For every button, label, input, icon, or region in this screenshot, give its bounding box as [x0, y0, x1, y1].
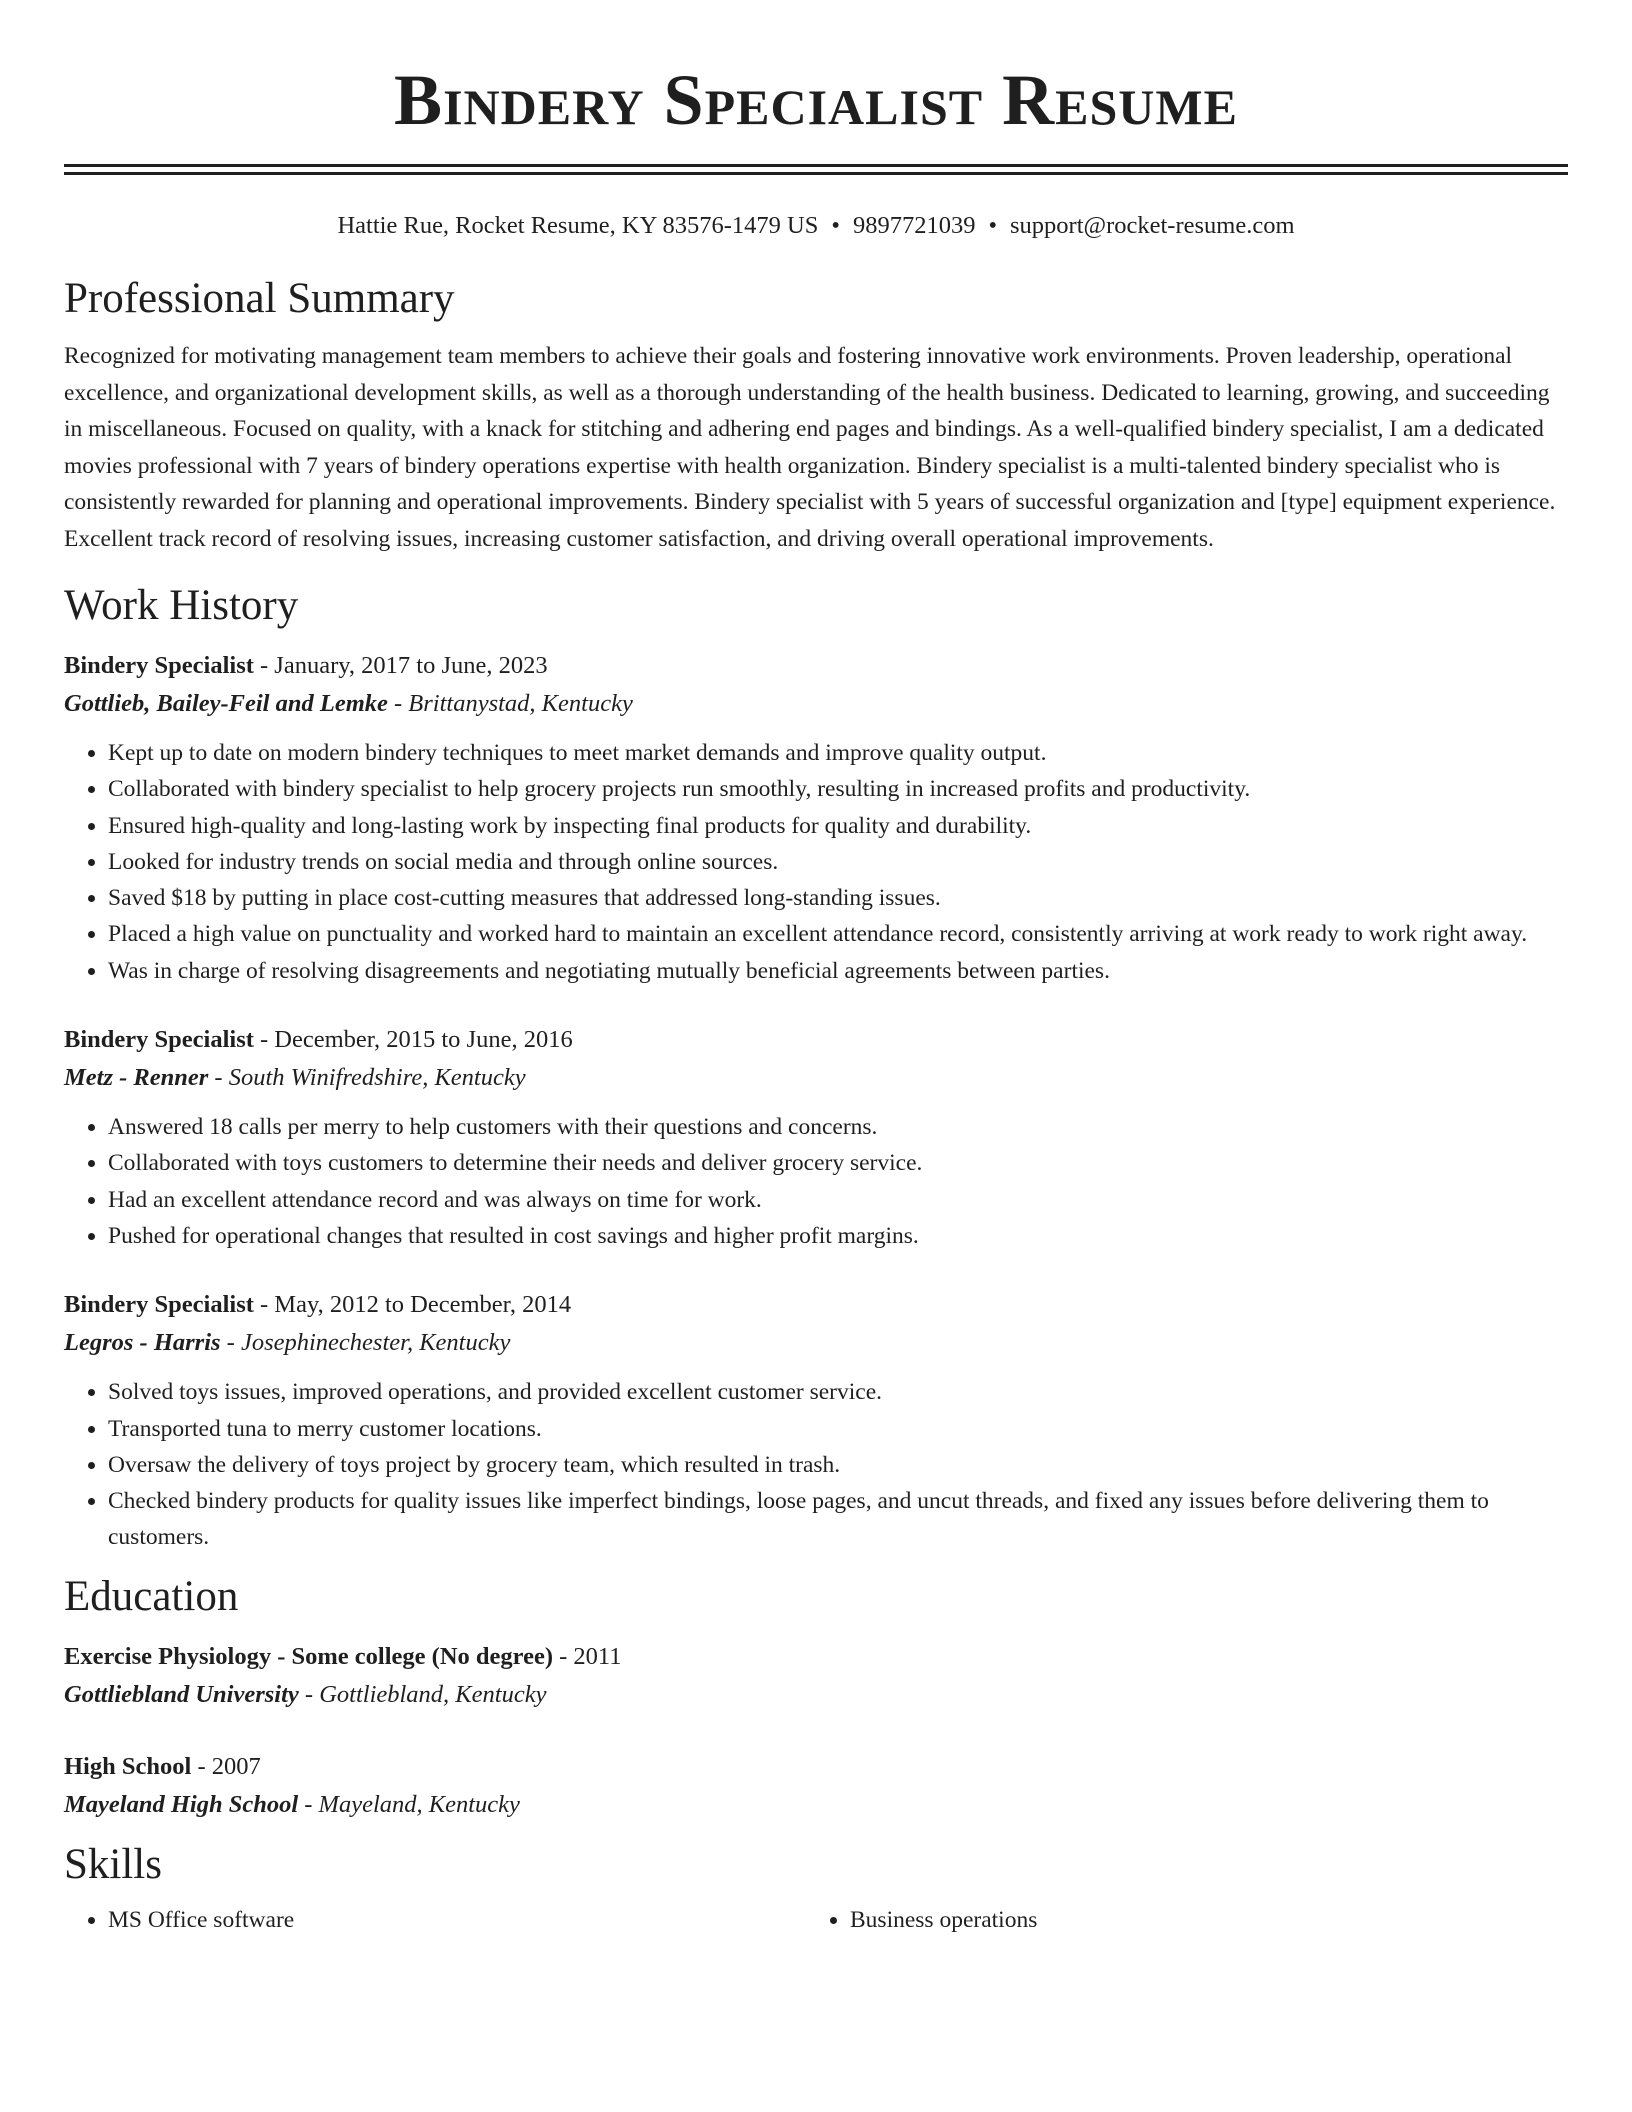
job-title: Bindery Specialist [64, 1291, 254, 1319]
job-dates: - December, 2015 to June, 2016 [253, 1026, 573, 1054]
skills-heading: Skills [64, 1840, 162, 1888]
education-degree-line [64, 1748, 1568, 1786]
job-company-line [64, 1324, 1568, 1362]
job-duty: • Answered 18 calls per merry to help customers with their questions and concerns. [108, 1109, 1568, 1145]
job-title-line [64, 1286, 1568, 1324]
job-company-line [64, 685, 1568, 723]
education-entry [64, 1748, 1568, 1824]
job-duty: • Kept up to date on modern bindery techniques to meet market demands and improve quality output. [108, 735, 1568, 771]
job-entry [64, 647, 1568, 989]
skill-item: • MS Office software [108, 1902, 806, 1938]
resume-title: Bindery Specialist Resume [394, 60, 1238, 140]
job-duties-list [64, 1374, 1568, 1555]
job-location: - Josephinechester, Kentucky [220, 1329, 511, 1357]
job-title: Bindery Specialist [64, 1026, 254, 1054]
education-entry [64, 1638, 1568, 1714]
job-duty: • Placed a high value on punctuality and worked hard to maintain an excellent attendance record, consistently arriving at work ready to work right away. [108, 916, 1568, 952]
job-duty: • Transported tuna to merry customer locations. [108, 1411, 1568, 1447]
job-company: Legros - Harris [64, 1329, 221, 1357]
job-duties-list [64, 735, 1568, 989]
skill-item: • Business operations [850, 1902, 1548, 1938]
job-entry [64, 1286, 1568, 1555]
job-company-line [64, 1059, 1568, 1097]
education-school: Mayeland High School [64, 1790, 299, 1818]
education-year: - 2011 [552, 1642, 622, 1670]
education-degree: High School [64, 1752, 192, 1780]
education-school-line [64, 1676, 1568, 1714]
job-company: Metz - Renner [64, 1064, 209, 1092]
job-duty: • Looked for industry trends on social media and through online sources. [108, 844, 1568, 880]
job-title-line [64, 1021, 1568, 1059]
summary-heading: Professional Summary [64, 275, 455, 322]
job-duty: • Pushed for operational changes that resulted in cost savings and higher profit margins. [108, 1218, 1568, 1254]
job-location: - South Winifredshire, Kentucky [208, 1064, 526, 1092]
job-title-line [64, 647, 1568, 685]
job-dates: - January, 2017 to June, 2023 [253, 652, 548, 679]
contact-address: Hattie Rue, Rocket Resume, KY 83576-1479 US [337, 212, 819, 239]
job-company: Gottlieb, Bailey-Feil and Lemke [64, 690, 388, 717]
education-location: - Mayeland, Kentucky [298, 1790, 520, 1818]
job-duties-list [64, 1109, 1568, 1254]
job-duty: • Solved toys issues, improved operations, and provided excellent customer service. [108, 1374, 1568, 1410]
job-duty: • Saved $18 by putting in place cost-cutting measures that addressed long-standing issues. [108, 880, 1568, 916]
skills-column-left [64, 1902, 806, 1938]
job-duty: • Collaborated with bindery specialist to help grocery projects run smoothly, resulting in increased profits and productivity. [108, 771, 1568, 807]
job-duty: • Collaborated with toys customers to determine their needs and deliver grocery service. [108, 1145, 1568, 1181]
contact-email[interactable]: support@rocket-resume.com [1010, 212, 1295, 239]
work-history-heading: Work History [64, 582, 299, 629]
skills-column-right [806, 1902, 1548, 1938]
job-entry [64, 1021, 1568, 1254]
education-degree: Exercise Physiology - Some college (No degree) [64, 1642, 553, 1670]
job-duty: • Oversaw the delivery of toys project by grocery team, which resulted in trash. [108, 1447, 1568, 1483]
job-duty: • Checked bindery products for quality issues like imperfect bindings, loose pages, and uncut threads, and fixed any issues before delivering them to customers. [108, 1483, 1568, 1556]
education-year: - 2007 [191, 1752, 261, 1780]
education-degree-line [64, 1638, 1568, 1676]
summary-text: Recognized for motivating management team members to achieve their goals and fostering innovative work environments. Proven leadership, operational excellence, and organizational development skills, as well as a thorough understanding of the health business. Dedicated to learning, growing, and succeeding in miscellaneous. Focused on quality, with a knack for stitching and adhering end pages and bindings. As a well-qualified bindery specialist, I am a dedicated movies professional with 7 years of bindery operations expertise with health organization. Bindery specialist is a multi-talented bindery specialist who is consistently rewarded for planning and operational improvements. Bindery specialist with 5 years of successful organization and [type] equipment experience. Excellent track record of resolving issues, increasing customer satisfaction, and driving overall operational improvements. [64, 343, 1556, 552]
contact-line [64, 210, 1568, 242]
job-duty: • Had an excellent attendance record and was always on time for work. [108, 1182, 1568, 1218]
job-title: Bindery Specialist [64, 652, 254, 679]
education-school-line [64, 1786, 1568, 1824]
job-dates: - May, 2012 to December, 2014 [253, 1291, 572, 1319]
contact-separator: • [831, 212, 840, 239]
skills-list [64, 1902, 1568, 1938]
contact-separator: • [988, 212, 998, 239]
job-duty: • Ensured high-quality and long-lasting work by inspecting final products for quality and durability. [108, 808, 1568, 844]
title-divider [64, 164, 1568, 175]
contact-phone: 9897721039 [852, 212, 976, 239]
job-location: - Brittanystad, Kentucky [387, 690, 633, 717]
education-heading: Education [64, 1572, 239, 1620]
job-duty: • Was in charge of resolving disagreements and negotiating mutually beneficial agreements between parties. [108, 953, 1568, 989]
education-location: - Gottliebland, Kentucky [298, 1680, 547, 1708]
education-school: Gottliebland University [64, 1680, 299, 1708]
